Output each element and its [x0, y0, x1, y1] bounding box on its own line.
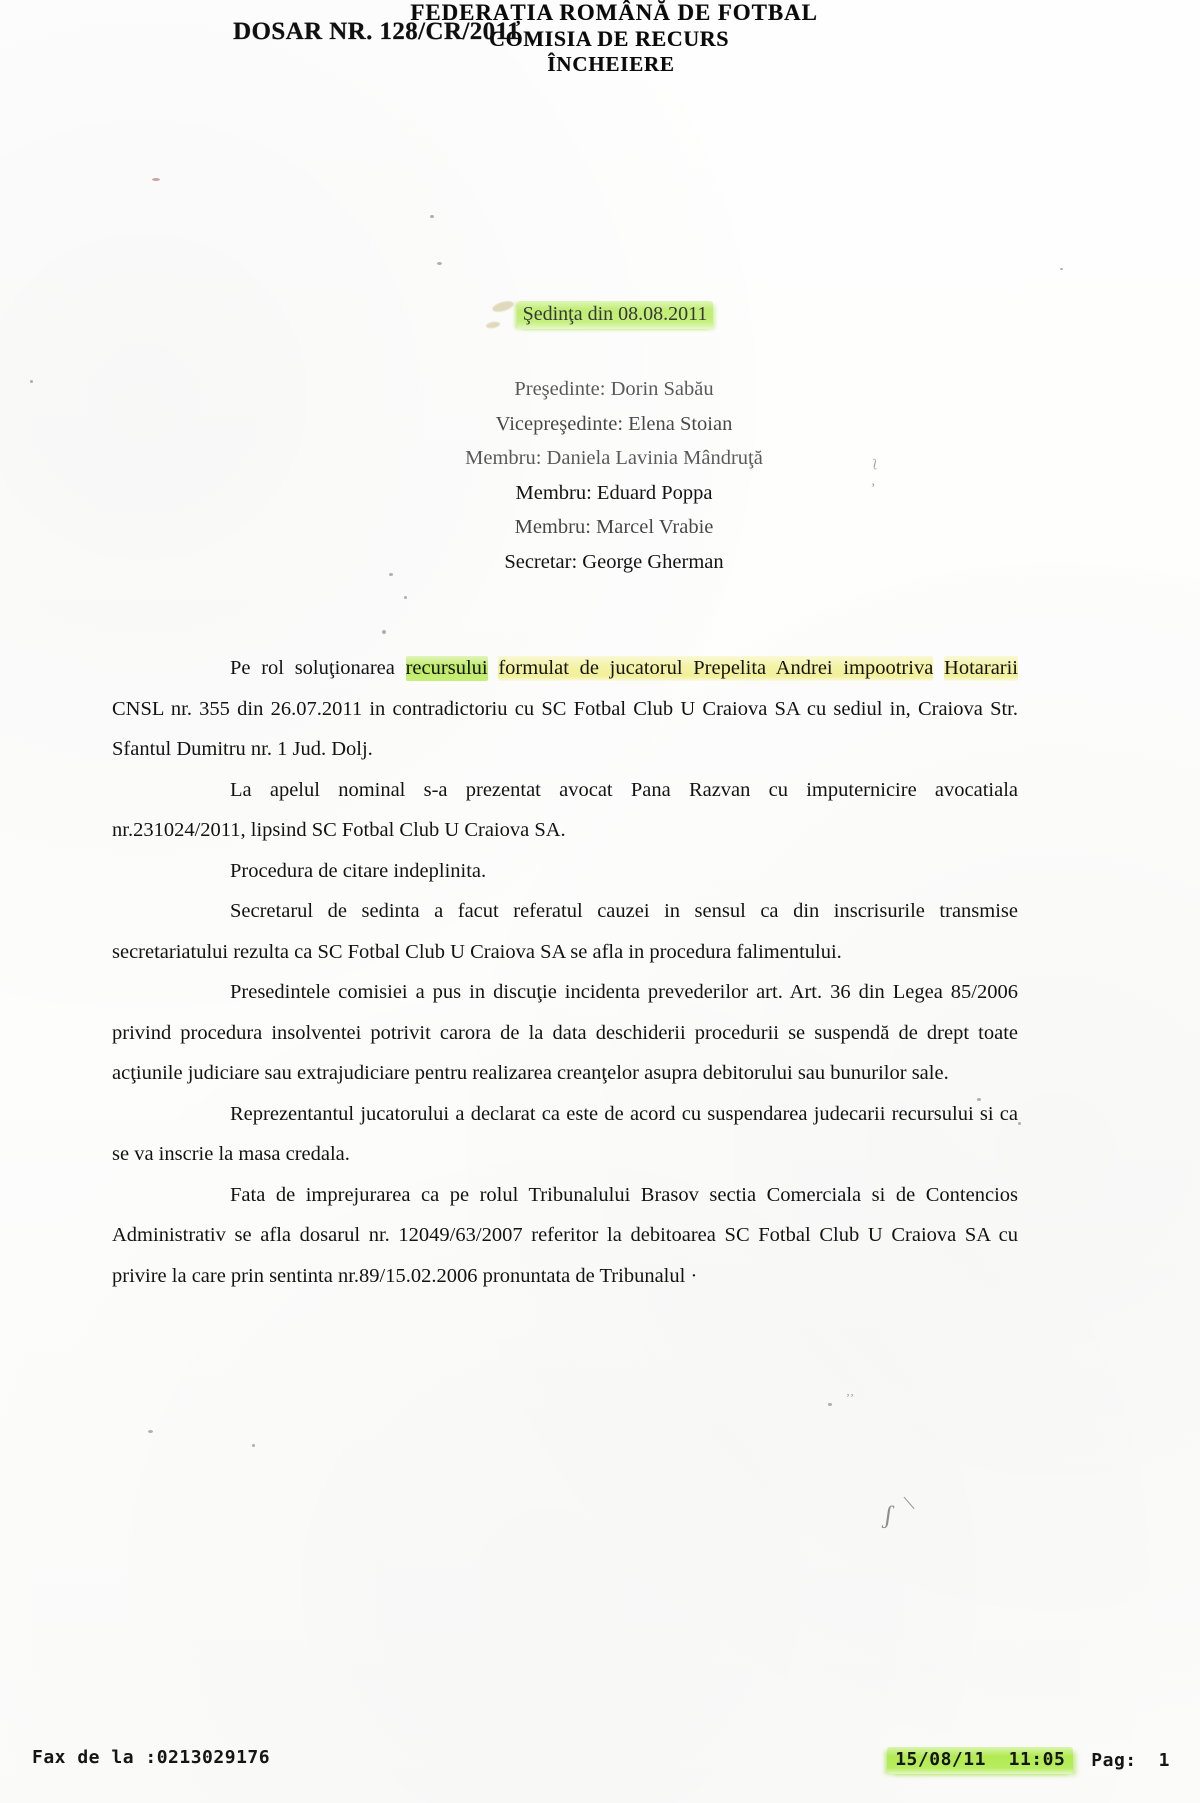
scan-speckle — [404, 596, 407, 599]
scan-speckle — [1018, 1122, 1021, 1125]
fax-page-number: 1 — [1158, 1750, 1170, 1771]
body-paragraph-5: Presedintele comisiei a pus in discuţie incidenta prevederilor art. Art. 36 din Legea 85/2006 privind procedura insolventei potrivit carora de la data deschiderii procedurii se suspendă de drept toate acţiunile judiciare sau extrajudiciare pentru realizarea creanţelor asupra debitorului sau bunurilor sale. — [112, 981, 1018, 1084]
body-paragraph-7: Fata de imprejurarea ca pe rolul Tribunalului Brasov sectia Comerciala si de Contencios Administrativ se afla dosarul nr. 12049/63/2007 referitor la debitoarea SC Fotbal Club U Craiova SA cu privire la care prin sentinta nr.89/15.02.2006 pronuntata de Tribunalul · — [112, 1183, 1018, 1287]
document-body — [112, 648, 1018, 1296]
p1-segment-plain-d: CNSL nr. 355 din 26.07.2011 in contradictoriu cu SC Fotbal Club U Craiova SA cu sediul in, Craiova Str. Sfantul Dumitru nr. 1 Jud. Dolj. — [112, 697, 1018, 760]
fax-time: 11:05 — [1008, 1749, 1066, 1770]
scan-speckle — [437, 262, 442, 265]
scan-speckle — [152, 178, 160, 181]
body-paragraph-4: Secretarul de sedinta a facut referatul cauzei in sensul ca din inscrisurile transmise secretariatului rezulta ca SC Fotbal Club U Craiova SA se afla in procedura falimentului. — [112, 900, 1018, 963]
roster-vice-president: Vicepreşedinte: Elena Stoian — [495, 412, 733, 435]
margin-pen-mark: ʅ — [870, 457, 880, 474]
scan-speckle — [430, 215, 434, 218]
scan-speckle — [148, 1430, 153, 1433]
margin-pen-mark: ʃ — [882, 1499, 895, 1530]
p1-highlight-hotararii: Hotararii — [944, 657, 1019, 679]
p1-highlight-formulat-clause: formulat de jucatorul Prepelita Andrei impootriva — [498, 657, 934, 679]
document-type-title: ÎNCHEIERE — [547, 52, 675, 76]
session-date-line: Şedinţa din 08.08.2011 — [517, 301, 714, 329]
panel-roster — [0, 372, 1200, 579]
p1-segment-plain-a: Pe rol soluţionarea — [230, 657, 406, 679]
roster-member-2: Membru: Eduard Poppa — [515, 481, 713, 504]
roster-president: Preşedinte: Dorin Sabău — [514, 378, 714, 400]
p1-highlight-recursului: recursului — [405, 657, 488, 679]
roster-member-1: Membru: Daniela Lavinia Mândruţă — [465, 447, 763, 469]
fax-date: 15/08/11 — [895, 1749, 986, 1770]
scan-speckle — [828, 1403, 832, 1406]
p1-segment-space-c — [933, 657, 944, 679]
body-paragraph-3: Procedura de citare indeplinita. — [230, 859, 487, 882]
margin-pen-mark: ʼʼ — [846, 1391, 854, 1405]
fax-sender-line: Fax de la :0213029176 — [32, 1747, 271, 1768]
fax-page-label: Pag: — [1091, 1750, 1137, 1771]
commission-title: COMISIA DE RECURS — [488, 26, 730, 51]
case-number: DOSAR NR. 128/CR/2011 — [233, 18, 520, 45]
roster-secretary: Secretar: George Gherman — [504, 550, 724, 573]
organization-title: FEDERAȚIA ROMÂNĂ DE FOTBAL — [410, 0, 818, 25]
scan-speckle — [1060, 268, 1063, 270]
margin-pen-mark: \ — [901, 1489, 917, 1516]
p1-segment-space-b — [488, 657, 499, 679]
fax-stamp-right — [887, 1747, 1170, 1774]
margin-pen-mark: , — [870, 473, 877, 490]
roster-member-3: Membru: Marcel Vrabie — [514, 516, 714, 538]
fax-transmission-footer — [0, 1741, 1200, 1781]
body-paragraph-6: Reprezentantul jucatorului a declarat ca este de acord cu suspendarea judecarii recursului si ca se va inscrie la masa credala. — [112, 1102, 1018, 1165]
body-paragraph-1 — [112, 648, 1018, 770]
session-line-wrapper — [0, 301, 1200, 329]
scan-speckle — [252, 1444, 255, 1447]
fax-timestamp — [887, 1747, 1073, 1774]
body-paragraph-2: La apelul nominal s-a prezentat avocat Pana Razvan cu imputernicire avocatiala nr.231024/2011, lipsind SC Fotbal Club U Craiova SA. — [112, 778, 1018, 841]
scan-speckle — [382, 630, 386, 634]
